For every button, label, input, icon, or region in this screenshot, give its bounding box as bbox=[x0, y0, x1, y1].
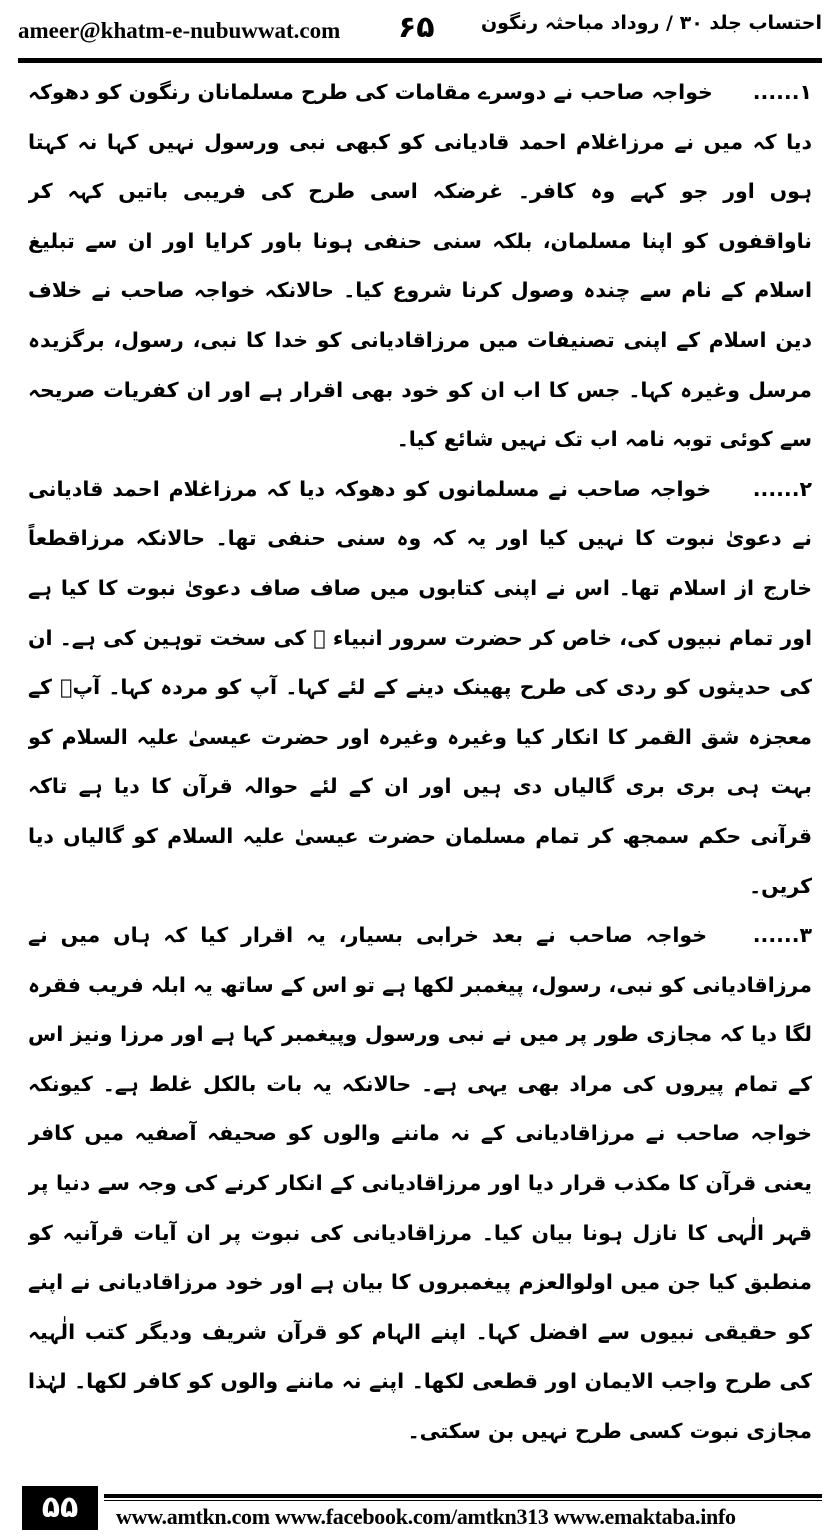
page-header bbox=[18, 12, 822, 54]
header-title: احتساب جلد ۳۰ / روداد مباحثہ رنگون bbox=[480, 12, 822, 34]
header-page-number: ۶۵ bbox=[398, 10, 435, 45]
paragraph-1-number: ۱...... bbox=[752, 80, 812, 104]
paragraph-3-text: خواجہ صاحب نے بعد خرابی بسیار، یہ اقرار کیا کہ ہاں میں نے مرزاقادیانی کو نبی، رسول، پیغمبر لکھا ہے تو اس کے ساتھ یہ ابلہ فریب فقرہ لگا دیا کہ مجازی طور پر میں نے نبی ورسول وپیغمبر کہا ہے اور مرزا ونیز اس کے تمام پیروں کی مراد بھی یہی ہے۔ حالانکہ یہ بات بالکل غلط ہے۔ کیونکہ خواجہ صاحب نے مرزاقادیانی کے نہ ماننے والوں کو صحیفہ آصفیہ میں کافر یعنی قرآن کا مکذب قرار دیا اور مرزاقادیانی کے انکار کرنے کی وجہ سے دنیا پر قہر الٰہی کا نازل ہونا بیان کیا۔ مرزاقادیانی کی نبوت پر ان آیات قرآنیہ کو منطبق کیا جن میں اولوالعزم پیغمبروں کا بیان ہے اور خود مرزاقادیانی نے اپنے کو حقیقی نبیوں سے افضل کہا۔ اپنے الہام کو قرآن شریف ودیگر کتب الٰہیہ کی طرح واجب الایمان اور قطعی لکھا۔ اپنے نہ ماننے والوں کو کافر لکھا۔ لہٰذا مجازی نبوت کسی طرح نہیں بن سکتی۔ bbox=[28, 923, 812, 1444]
paragraph-2 bbox=[28, 465, 812, 911]
footer-links: www.amtkn.com www.facebook.com/amtkn313 www.emaktaba.info bbox=[116, 1504, 736, 1529]
paragraph-3 bbox=[28, 911, 812, 1453]
paragraph-2-text: خواجہ صاحب نے مسلمانوں کو دھوکہ دیا کہ مرزاغلام احمد قادیانی نے دعویٰ نبوت کا نہیں کیا اور یہ کہ وہ سنی حنفی تھا۔ حالانکہ مرزاقطعاً خارج از اسلام تھا۔ اس نے اپنی کتابوں میں صاف صاف دعویٰ نبوت کا کیا ہے اور تمام نبیوں کی، خاص کر حضرت سرور انبیاء ﷺ کی سخت توہین کی ہے۔ ان کی حدیثوں کو ردی کی طرح پھینک دینے کے لئے کہا۔ آپ کو مردہ کہا۔ آپؐ کے معجزہ شق القمر کا انکار کیا وغیرہ وغیرہ اور حضرت عیسیٰ علیہ السلام کو بہت ہی بری بری گالیاں دی ہیں اور ان کے لئے حوالہ قرآن کا دیا ہے تاکہ قرآنی حکم سمجھ کر تمام مسلمان حضرت عیسیٰ علیہ السلام کو گالیاں دیا کریں۔ bbox=[28, 476, 812, 898]
paragraph-1 bbox=[28, 68, 812, 465]
footer-rule bbox=[104, 1494, 822, 1498]
paragraph-2-number: ۲...... bbox=[752, 476, 812, 501]
footer-rule-thin bbox=[104, 1500, 822, 1501]
footer-page-badge: ۵۵ bbox=[22, 1486, 98, 1530]
header-rule bbox=[18, 58, 822, 63]
paragraph-1-text: خواجہ صاحب نے دوسرے مقامات کی طرح مسلمانان رنگون کو دھوکہ دیا کہ میں نے مرزاغلام احمد قادیانی کو کبھی نبی ورسول نہیں کہا نہ کہتا ہوں اور جو کہے وہ کافر۔ غرضکہ اسی طرح کی فریبی باتیں کہہ کر ناواقفوں کو اپنا مسلمان، بلکہ سنی حنفی ہونا باور کرایا اور ان سے تبلیغ اسلام کے نام سے چندہ وصول کرنا شروع کیا۔ حالانکہ خواجہ صاحب نے خلاف دین اسلام کے اپنی تصنیفات میں مرزاقادیانی کو خدا کا نبی، رسول، برگزیدہ مرسل وغیرہ کہا۔ جس کا اب ان کو خود بھی اقرار ہے اور ان کفریات صریحہ سے کوئی توبہ نامہ اب تک نہیں شائع کیا۔ bbox=[28, 80, 812, 452]
paragraph-3-number: ۳...... bbox=[752, 923, 812, 948]
header-email: ameer@khatm-e-nubuwwat.com bbox=[18, 18, 341, 43]
page-body bbox=[28, 68, 812, 1453]
